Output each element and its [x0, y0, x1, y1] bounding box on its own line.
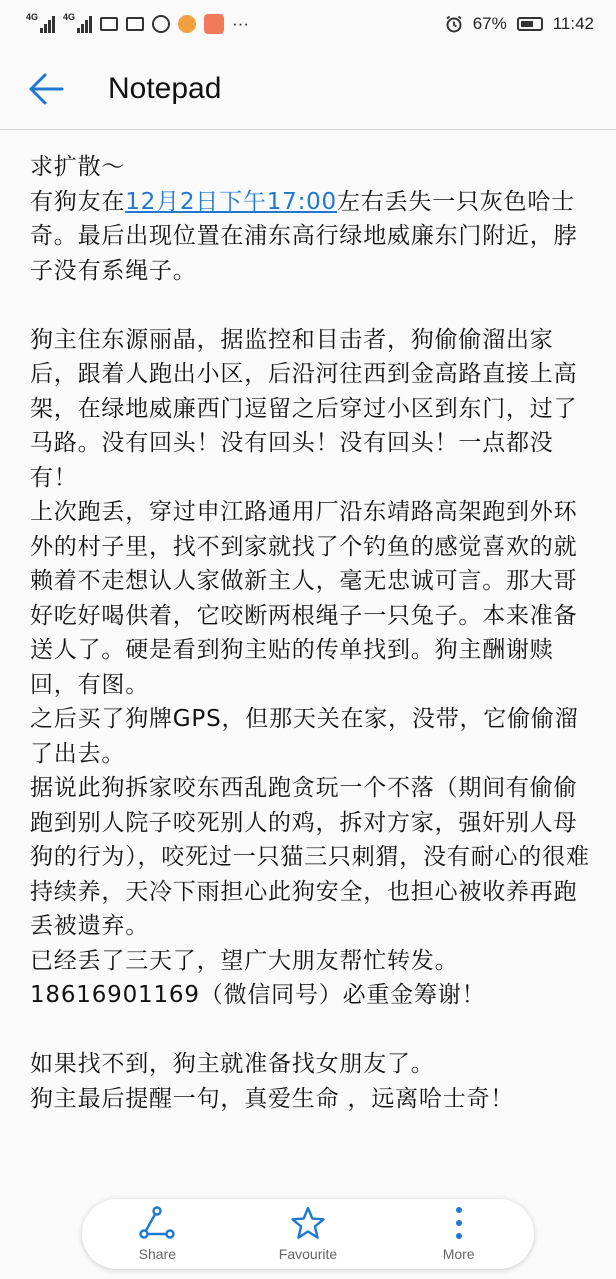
note-p1-after: 左右丢失一只灰色哈士奇。最后出现位置在浦东高行绿地威廉东门附近，脖子没有系绳子。 — [30, 188, 578, 284]
network-type-1: 4G — [26, 12, 39, 22]
battery-icon — [517, 17, 543, 31]
note-paragraph-4: 之后买了狗牌GPS，但那天关在家，没带，它偷偷溜了出去。 — [30, 706, 579, 767]
share-icon — [139, 1206, 175, 1240]
app-header — [0, 48, 616, 130]
more-label: More — [442, 1246, 475, 1262]
alarm-icon — [445, 15, 463, 33]
signal-icon-1 — [26, 12, 55, 33]
note-paragraph-2: 狗主住东源丽晶，据监控和目击者，狗偷偷溜出家后，跟着人跑出小区，后沿河往西到金高路直接上高架，在绿地威廉西门逗留之后穿过小区到东门，过了马路。没有回头！没有回头！没有回头！一点都没有！ — [30, 326, 578, 491]
back-arrow-icon — [28, 72, 64, 106]
note-body[interactable] — [30, 150, 590, 1116]
note-paragraph-5: 据说此狗拆家咬东西乱跑贪玩一个不落（期间有偷偷跑到别人院子咬死别人的鸡，拆对方家，强奸别人母狗的行为），咬死过一只猫三只刺猬，没有耐心的很难持续养，天冷下雨担心此狗安全，也担心被收养再跑丢被遗弃。 — [30, 775, 590, 939]
app-icon — [152, 15, 170, 33]
date-link[interactable]: 12月2日下午17:00 — [125, 188, 337, 215]
signal-icon-2 — [63, 12, 92, 33]
note-paragraph-6: 已经丢了三天了，望广大朋友帮忙转发。 — [30, 947, 459, 974]
clock: 11:42 — [552, 14, 594, 33]
battery-percent: 67% — [472, 14, 507, 33]
activity-icon — [100, 17, 118, 31]
more-vertical-icon — [441, 1206, 477, 1240]
notification-app-icon — [178, 15, 196, 33]
card-icon — [126, 17, 144, 31]
share-label: Share — [138, 1246, 176, 1262]
status-right — [445, 14, 594, 34]
share-button[interactable] — [97, 1206, 217, 1262]
note-line-1: 求扩散～ — [30, 154, 126, 180]
page-title: Notepad — [108, 71, 222, 105]
back-button[interactable] — [0, 48, 94, 130]
status-left — [26, 14, 249, 34]
note-paragraph-9: 狗主最后提醒一句，真爱生命 ，远离哈士奇！ — [30, 1085, 515, 1112]
more-button[interactable] — [399, 1206, 519, 1262]
favourite-button[interactable] — [248, 1206, 368, 1262]
note-paragraph-8: 如果找不到，狗主就准备找女朋友了。 — [30, 1051, 435, 1077]
network-type-2: 4G — [63, 12, 76, 22]
star-icon — [290, 1206, 326, 1240]
note-paragraph-7: 18616901169（微信同号）必重金筹谢！ — [30, 982, 486, 1008]
bottom-action-bar — [82, 1199, 534, 1269]
note-p1-before: 有狗友在 — [30, 188, 126, 215]
favourite-label: Favourite — [278, 1246, 338, 1262]
note-paragraph-3: 上次跑丢，穿过申江路通用厂沿东靖路高架跑到外环外的村子里，找不到家就找了个钓鱼的感觉喜欢的就赖着不走想认人家做新主人，毫无忠诚可言。那大哥好吃好喝供着，它咬断两根绳子一只兔子。本来准备送人了。硬是看到狗主贴的传单找到。狗主酬谢赎回，有图。 — [30, 499, 578, 698]
status-bar — [0, 0, 616, 48]
heart-app-icon — [204, 14, 224, 34]
more-notifications-icon: ··· — [232, 14, 249, 33]
